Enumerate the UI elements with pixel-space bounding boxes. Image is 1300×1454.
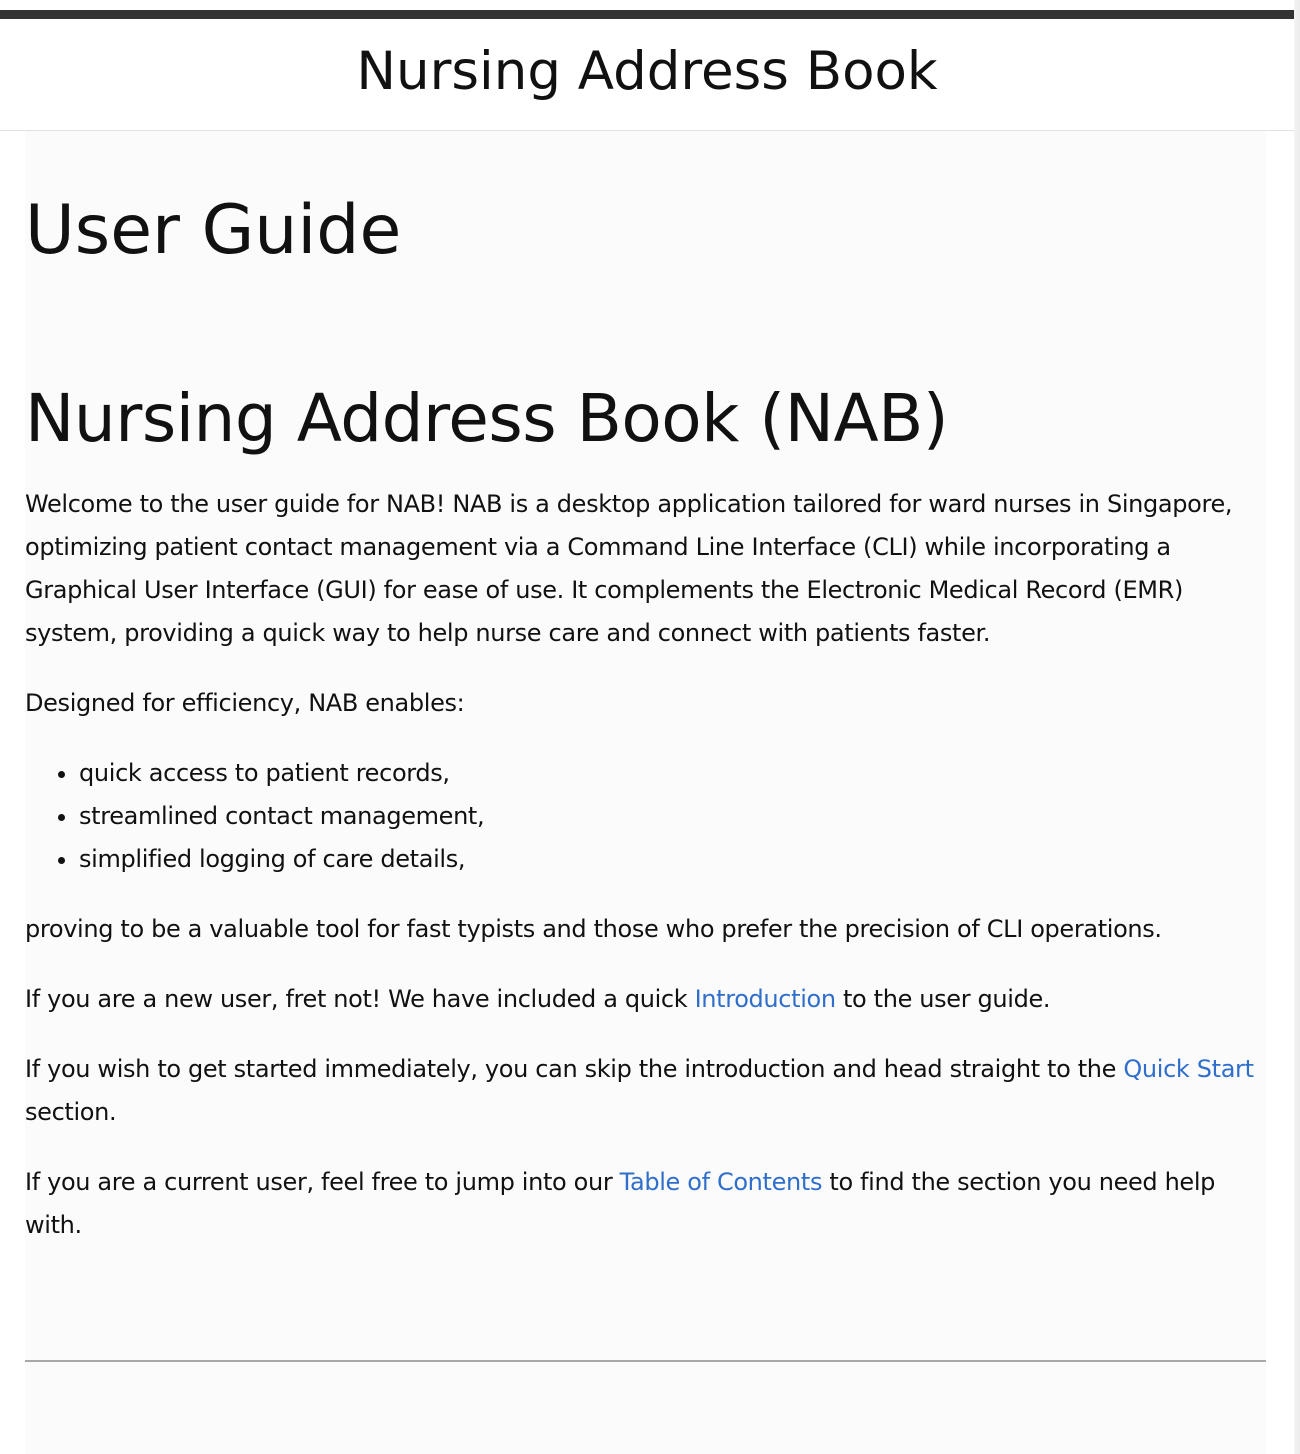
introduction-link[interactable]: Introduction — [694, 985, 836, 1013]
quick-start-paragraph — [25, 1048, 1266, 1134]
quick-start-text-after: section. — [25, 1098, 117, 1126]
section-divider — [25, 1360, 1266, 1362]
table-of-contents-link[interactable]: Table of Contents — [619, 1168, 823, 1196]
site-title[interactable]: Nursing Address Book — [356, 41, 938, 102]
list-item: • quick access to patient records, — [79, 752, 1266, 795]
quick-start-link[interactable]: Quick Start — [1123, 1055, 1254, 1083]
new-user-paragraph — [25, 978, 1266, 1021]
new-user-text-after: to the user guide. — [835, 985, 1051, 1013]
scroll-edge — [1294, 0, 1300, 1454]
list-item: • streamlined contact management, — [79, 795, 1266, 838]
current-user-text-after: to find the section you need help with. — [25, 1168, 1216, 1239]
feature-list — [25, 752, 1266, 881]
page-title: User Guide — [25, 191, 402, 270]
intro-paragraph: Welcome to the user guide for NAB! NAB is a desktop application tailored for ward nurses in Singapore, optimizing patient contact management via a Command Line Interface (CLI) while incorporating a Graphical User Interface (GUI) for ease of use. It complements the Electronic Medical Record (EMR) system, providing a quick way to help nurse care and connect with patients faster. — [25, 490, 1233, 647]
enables-lead: Designed for efficiency, NAB enables: — [25, 689, 465, 717]
new-user-text-before: If you are a new user, fret not! We have included a quick — [25, 985, 695, 1013]
closing-paragraph: proving to be a valuable tool for fast typists and those who prefer the precision of CLI operations. — [25, 915, 1162, 943]
current-user-paragraph — [25, 1161, 1266, 1247]
list-item: • simplified logging of care details, — [79, 838, 1266, 881]
main-content — [25, 131, 1266, 1454]
section-title: Nursing Address Book (NAB) — [25, 380, 949, 457]
top-accent-bar — [0, 10, 1294, 19]
quick-start-text-before: If you wish to get started immediately, you can skip the introduction and head straight to the — [25, 1055, 1124, 1083]
current-user-text-before: If you are a current user, feel free to jump into our — [25, 1168, 620, 1196]
site-header — [0, 19, 1294, 131]
